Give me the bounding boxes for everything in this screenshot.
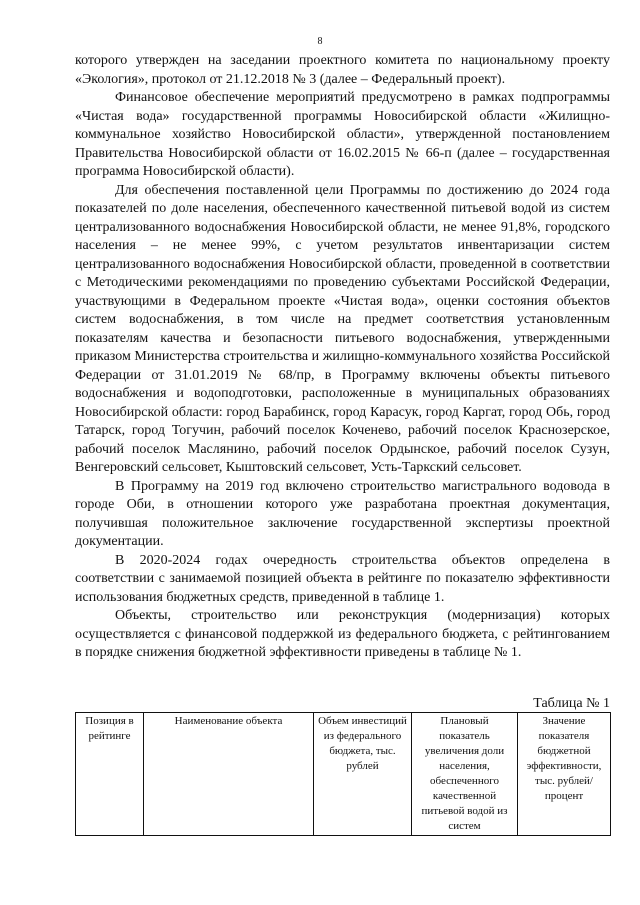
- paragraph-6: Объекты, строительство или реконструкция (модернизация) которых осуществляется с финансовой поддержкой из федерального бюджета, с рейтингованием в порядке снижения бюджетной эффективности приведены в таблице № 1.: [75, 608, 610, 660]
- paragraph-1: которого утвержден на заседании проектного комитета по национальному проекту «Экология», протокол от 21.12.2018 № 3 (далее – Федеральный проект).: [75, 53, 610, 87]
- page-number: 8: [317, 36, 323, 47]
- header-budget-efficiency: Значение показателя бюджетной эффективности, тыс. рублей/ процент: [518, 713, 611, 836]
- table-header-row: [76, 713, 611, 836]
- header-federal-investment: Объем инвестиций из федерального бюджета, тыс. рублей: [314, 713, 412, 836]
- projects-table: [75, 712, 611, 836]
- paragraph-4: В Программу на 2019 год включено строительство магистрального водовода в городе Оби, в отношении которого уже разработана проектная документация, получившая положительное заключение государственной экспертизы проектной документации.: [75, 478, 610, 549]
- header-object-name: Наименование объекта: [144, 713, 314, 836]
- header-rank-position: Позиция в рейтинге: [76, 713, 144, 836]
- paragraph-2: Финансовое обеспечение мероприятий предусмотрено в рамках подпрограммы «Чистая вода» государственной программы Новосибирской области «Жилищно-коммунальное хозяйство Новосибирской области», утвержденной постановлением Правительства Новосибирской области от 16.02.2015 № 66-п (далее – государственная программа Новосибирской области).: [75, 90, 610, 179]
- paragraph-3: Для обеспечения поставленной цели Программы по достижению до 2024 года показателей по доле населения, обеспеченного качественной питьевой водой из систем централизованного водоснабжения Новосибирской области, не менее 91,8%, городского населения – не менее 99%, с учетом результатов инвентаризации систем централизованного водоснабжения Новосибирской области, проведенной в соответствии с Методическими рекомендациями по проведению субъектами Российской Федерации, участвующими в Федеральном проекте «Чистая вода», оценки состояния объектов систем водоснабжения, в том числе на предмет соответствия установленным показателям качества и безопасности питьевого водоснабжения, утвержденными приказом Министерства строительства и жилищно-коммунального хозяйства Российской Федерации от 31.01.2019 № 68/пр, в Программу включены объекты питьевого водоснабжения и водоподготовки, расположенные в муниципальных образованиях Новосибирской области: город Барабинск, город Карасук, город Каргат, город Обь, город Татарск, город Тогучин, рабочий поселок Коченево, рабочий поселок Краснозерское, рабочий поселок Маслянино, рабочий поселок Ордынское, рабочий поселок Сузун, Венгеровский сельсовет, Кыштовский сельсовет, Усть-Таркский сельсовет.: [75, 182, 610, 475]
- table-caption: Таблица № 1: [533, 696, 610, 711]
- paragraph-5: В 2020-2024 годах очередность строительства объектов определена в соответствии с занимаемой позицией объекта в рейтинге по показателю эффективности использования бюджетных средств, приведенной в таблице 1.: [75, 552, 610, 605]
- header-planned-indicator: Плановый показатель увеличения доли населения, обеспеченного качественной питьевой водой из систем: [412, 713, 518, 836]
- body-text: [75, 52, 610, 663]
